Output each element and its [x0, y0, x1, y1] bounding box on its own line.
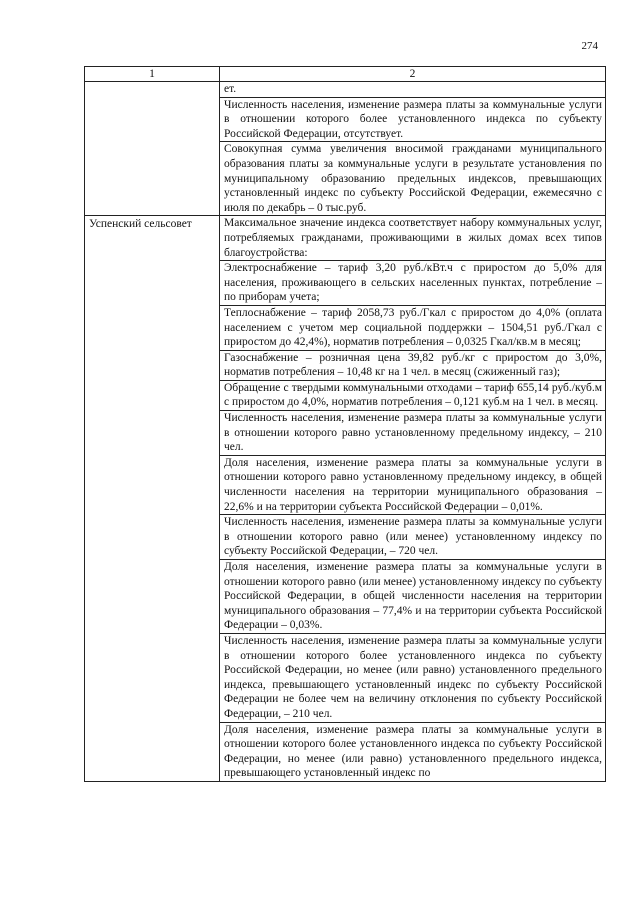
paragraph: Численность населения, изменение размера платы за коммунальные услуги в отношении которого равно установленному предельному индексу, – 210 чел. [220, 411, 605, 456]
municipality-cell: Успенский сельсовет [85, 216, 220, 782]
paragraph: Электроснабжение – тариф 3,20 руб./кВт.ч с приростом до 5,0% для населения, проживающего в сельских населенных пунктах, потребление – по приборам учета; [220, 261, 605, 306]
table-row [85, 216, 606, 782]
description-cell [220, 82, 606, 216]
column-header-1: 1 [85, 67, 220, 82]
paragraph: Численность населения, изменение размера платы за коммунальные услуги в отношении которого равно (или менее) установленному индексу по субъекту Российской Федерации, – 720 чел. [220, 515, 605, 560]
paragraph: ет. [220, 82, 605, 98]
table-row [85, 82, 606, 216]
paragraph: Доля населения, изменение размера платы за коммунальные услуги в отношении которого равно (или менее) установленному индексу по субъекту Российской Федерации, в общей численности населения на территории муниципального образования – 77,4% и на территории субъекта Российской Федерации – 0,03%. [220, 560, 605, 634]
paragraph: Доля населения, изменение размера платы за коммунальные услуги в отношении которого более установленного индекса по субъекту Российской Федерации, но менее (или равно) установленного предельного индекса, превышающего установленный индекс по [224, 723, 602, 780]
paragraph: Численность населения, изменение размера платы за коммунальные услуги в отношении которого более установленного индекса по субъекту Российской Федерации, но менее (или равно) установленного предельного индекса, превышающего установленный индекс по субъекту Российской Федерации не более чем на величину отклонения по субъекту Российской Федерации, – 210 чел. [220, 634, 605, 723]
paragraph: Обращение с твердыми коммунальными отходами – тариф 655,14 руб./куб.м с приростом до 4,0%, норматив потребления – 0,121 куб.м на 1 чел. в месяц. [220, 381, 605, 411]
paragraph: Численность населения, изменение размера платы за коммунальные услуги в отношении которого более установленного индекса по субъекту Российской Федерации, отсутствует. [220, 98, 605, 143]
page-number: 274 [581, 40, 598, 52]
description-cell [220, 216, 606, 782]
column-header-2: 2 [220, 67, 606, 82]
paragraph: Доля населения, изменение размера платы за коммунальные услуги в отношении которого равно установленному предельному индексу, в общей численности населения на территории муниципального образования – 22,6% и на территории субъекта Российской Федерации – 0,01%. [220, 456, 605, 515]
municipality-cell [85, 82, 220, 216]
paragraph: Газоснабжение – розничная цена 39,82 руб./кг с приростом до 3,0%, норматив потребления – 10,48 кг на 1 чел. в месяц (сжиженный газ); [220, 351, 605, 381]
paragraph: Максимальное значение индекса соответствует набору коммунальных услуг, потребляемых гражданами, проживающими в жилых домах всех типов благоустройства: [220, 216, 605, 261]
paragraph: Теплоснабжение – тариф 2058,73 руб./Гкал с приростом до 4,0% (оплата населением с учетом мер социальной поддержки – 1504,51 руб./Гкал с приростом до 42,4%), норматив потребления – 0,0325 Гкал/кв.м в месяц; [220, 306, 605, 351]
paragraph: Совокупная сумма увеличения вносимой гражданами муниципального образования платы за коммунальные услуги в результате установления по муниципальному образованию предельных индексов, превышающих установленный индекс по субъекту Российской Федерации, ежемесячно с июля по декабрь – 0 тыс.руб. [224, 143, 602, 214]
table-header-row [85, 67, 606, 82]
index-table [84, 66, 606, 782]
